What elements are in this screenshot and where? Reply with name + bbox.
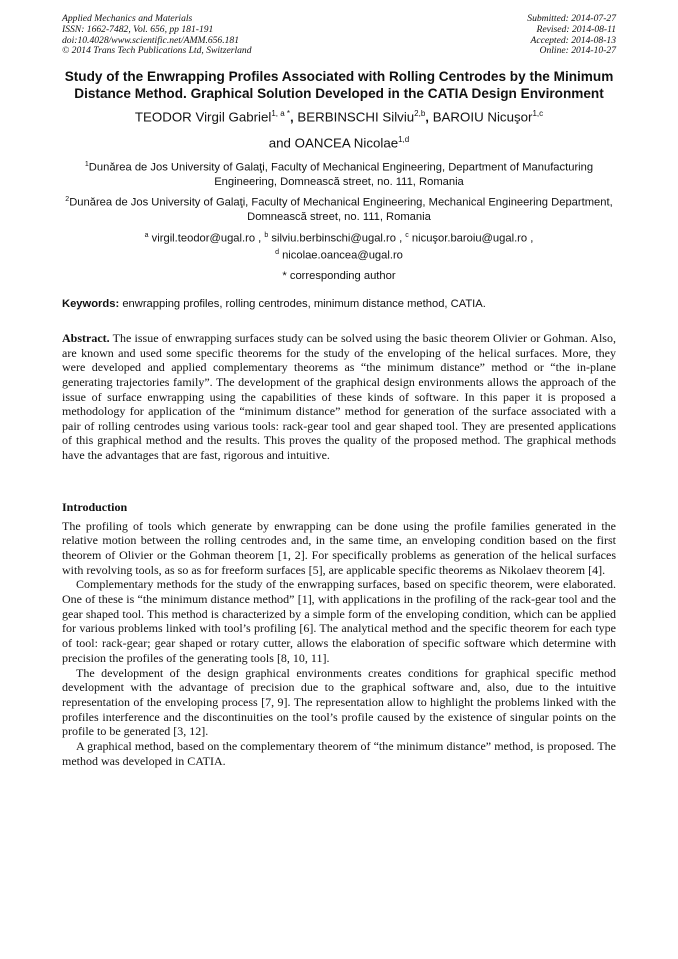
corresponding-author-note: * corresponding author [282, 270, 396, 283]
author-name: and OANCEA Nicolae [268, 135, 399, 151]
abstract [62, 331, 616, 462]
header-left [62, 14, 252, 57]
paragraph: A graphical method, based on the complementary theorem of “the minimum distance” method, is proposed. The method was developed in CATIA. [62, 739, 616, 768]
author-name: BAROIU Nicuşor [432, 109, 533, 125]
abstract-text: The issue of enwrapping surfaces study can be solved using the basic theorem Olivier or Gohman. Also, are known and used some specific theorems for the study of the enveloping of the helical surfaces. More, they were developed and applied complementary theorems as “the minimum distance” method or “the in-plane generating trajectories family”. The development of the graphical design environments allows the approach of the issue of surface enwrapping using the capabilities of these kinds of software. In this paper it is proposed a methodology for application of the “minimum distance” method for generation of the surface associated with a pair of rolling centrodes using various tools: rack-gear tool and gear shaped tool. They are presented applications of this graphical method and the results. This proves the quality of the proposed method. The graphical methods have the advantages that are fast, rigorous and intuitive. [62, 331, 616, 462]
email-superscript: b [264, 232, 269, 240]
author-separator: , [425, 109, 433, 125]
email-list [62, 229, 616, 263]
affiliation-number: 2 [65, 196, 70, 204]
affiliation-text: Dunărea de Jos University of Galaţi, Faculty of Mechanical Engineering, Department of Manufacturing Engineering, Domnească street, no. 111, Romania [88, 161, 594, 188]
copyright-line: © 2014 Trans Tech Publications Ltd, Switzerland [62, 45, 252, 57]
issn-line: ISSN: 1662-7482, Vol. 656, pp 181-191 [62, 23, 214, 35]
header-right [527, 14, 616, 57]
email-address[interactable]: nicolae.oancea@ugal.ro [282, 249, 403, 262]
keywords-label: Keywords: [62, 298, 120, 311]
author-superscript: 1,d [398, 134, 410, 144]
email-superscript: d [275, 249, 279, 257]
author-separator: , [290, 109, 298, 125]
email-address[interactable]: nicuşor.baroiu@ugal.ro [411, 233, 528, 246]
author-name: BERBINSCHI Silviu [297, 109, 415, 125]
paragraph: Complementary methods for the study of the enwrapping surfaces, based on specific theorem, were elaborated. One of these is “the minimum distance method” [1], with applications in the profiling of the rack-gear tool and the gear shaped tool. This method is characterized by a simple form of the enveloping condition, which can be applied for various problems linked with tool’s profiling [6]. The analytical method and the specific theorem for each type of tool: rack-gear; gear shaped or rotary cutter, allows the elaboration of specific software which determine with precision the profiles of the generating tools [8, 10, 11]. [62, 577, 616, 665]
paragraph: The development of the design graphical environments creates conditions for graphical specific method development with the advantage of precision due to the graphical software and, also, due to the intuitive representation of the enveloping process [7, 9]. The representation allow to highlight the problems linked with the profiles interference and the discontinuities on the tool’s profile caused by the existence of singular points on the profile to be generated [3, 12]. [62, 665, 616, 739]
accepted-date: Accepted: 2014-08-13 [530, 34, 616, 46]
keywords [62, 298, 616, 310]
affiliation-text: Dunărea de Jos University of Galaţi, Faculty of Mechanical Engineering, Mechanical Engineering Department, Domnească street, no. 111, Romania [69, 196, 613, 224]
email-superscript: c [405, 232, 409, 240]
author-superscript: 1,c [532, 109, 544, 119]
revised-date: Revised: 2014-08-11 [536, 23, 616, 35]
paragraph: The profiling of tools which generate by enwrapping can be done using the profile families generated in the relative motion between the rolling centrodes and, in the same time, an enveloping condition based on the first theorem of Olivier or the Gohman theorem [1, 2]. For specifically problems as generation of the helical surfaces with revolving tools, as so as for freeform surfaces [5], are applicable specific theorems as Nikolaev theorem [4]. [62, 518, 616, 577]
submitted-date: Submitted: 2014-07-27 [527, 13, 616, 24]
email-separator: , [527, 233, 534, 246]
affiliation-number: 1 [84, 161, 89, 169]
keywords-text: enwrapping profiles, rolling centrodes, minimum distance method, CATIA. [122, 298, 486, 311]
doi-line: doi:10.4028/www.scientific.net/AMM.656.181 [62, 34, 240, 46]
email-address[interactable]: virgil.teodor@ugal.ro [151, 233, 256, 246]
section-heading-introduction: Introduction [62, 499, 128, 514]
affiliation [62, 158, 616, 189]
author-superscript: 2,b [414, 109, 426, 119]
email-address[interactable]: silviu.berbinschi@ugal.ro [271, 233, 396, 246]
author-superscript: 1, a * [271, 109, 291, 119]
author-list [62, 103, 616, 154]
journal-header [62, 14, 616, 57]
email-superscript: a [144, 232, 149, 240]
abstract-label: Abstract. [62, 331, 110, 346]
author-name: TEODOR Virgil Gabriel [134, 109, 272, 125]
journal-name: Applied Mechanics and Materials [62, 13, 193, 24]
email-separator: , [395, 233, 406, 246]
paper-title: Study of the Enwrapping Profiles Associated with Rolling Centrodes by the Minimum Distance Method. Graphical Solution Developed in the CATIA Design Environment [64, 69, 614, 101]
affiliation [62, 193, 616, 224]
email-separator: , [255, 233, 265, 246]
online-date: Online: 2014-10-27 [539, 45, 616, 57]
paper-page [62, 14, 616, 768]
